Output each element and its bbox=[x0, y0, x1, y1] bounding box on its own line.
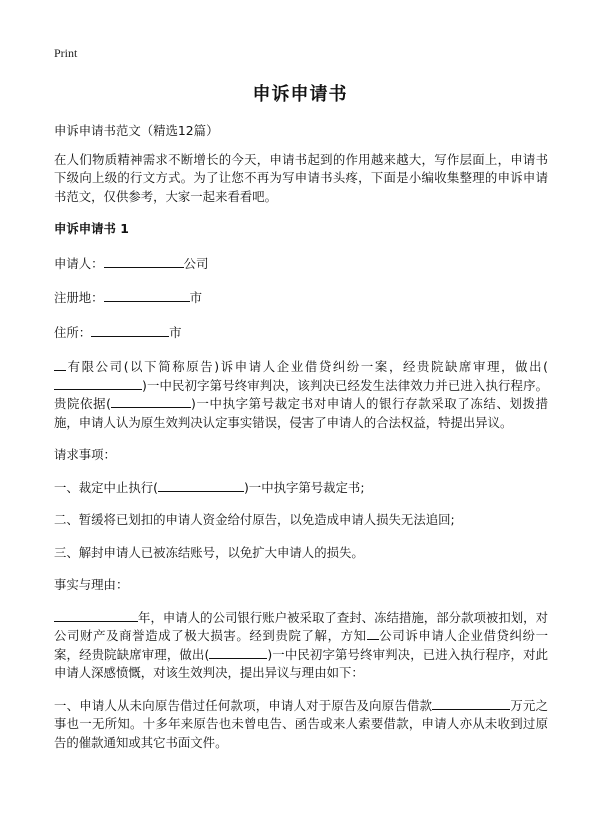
request-item-2: 二、暂缓将已划扣的申请人资金给付原告，以免造成申请人损失无法追回; bbox=[54, 512, 455, 527]
company-blank bbox=[54, 358, 66, 371]
case-paragraph bbox=[54, 358, 548, 432]
applicant-label: 申请人： bbox=[54, 255, 104, 271]
print-label: Print bbox=[54, 46, 78, 60]
residence-field bbox=[54, 324, 548, 343]
residence-blank bbox=[91, 324, 169, 337]
document-body bbox=[54, 122, 548, 766]
registered-blank bbox=[104, 289, 190, 302]
facts-paragraph-1 bbox=[54, 609, 548, 683]
request-1-suffix: )一中执字第号裁定书; bbox=[243, 479, 365, 495]
applicant-field bbox=[54, 255, 548, 274]
registered-label: 注册地： bbox=[54, 290, 104, 305]
intro-paragraph: 在人们物质精神需求不断增长的今天，申请书起到的作用越来越大，写作层面上，申请书下级向上级的行文方式。为了让您不再为写申请书头疼，下面是小编收集整理的申诉申请书范文，仅供参考，大家一起来看看吧。 bbox=[54, 151, 548, 204]
facts-2-text-1: 一、申请人从未向原告借过任何款项，申请人对于原告及向原告借款 bbox=[54, 697, 433, 713]
facts-year-blank-2 bbox=[209, 646, 267, 659]
registered-field bbox=[54, 289, 548, 308]
request-1-blank bbox=[158, 479, 244, 492]
case-text-3: )一中执字第号裁定书对申请人的银行存款采取了冻结、划拨措施，申请人认为原生效判决认定事实错误，侵害了申请人的合法权益，特提出异议。 bbox=[54, 396, 548, 430]
residence-suffix: 市 bbox=[169, 324, 182, 340]
amount-blank bbox=[432, 697, 510, 710]
applicant-blank bbox=[104, 255, 184, 268]
facts-text-1: 年，申请人的公司银行账户被采取了查封、冻结措施，部分款项被扣划，对公司财产及商誉造成了极大损害。经到贵院了解，方知 bbox=[54, 609, 548, 643]
requests-heading: 请求事项： bbox=[54, 447, 116, 462]
facts-heading: 事实与理由： bbox=[54, 577, 129, 592]
year-blank-1 bbox=[54, 377, 142, 390]
applicant-suffix: 公司 bbox=[183, 255, 209, 271]
residence-label: 住所： bbox=[54, 324, 92, 340]
request-1-prefix: 一、裁定中止执行( bbox=[54, 479, 158, 495]
facts-2-text-2: 万元之事也一无所知。十多年来原告也未曾电告、函告或来人索要借款，申请人亦从未收到过原告的催款通知或其它书面文件。 bbox=[54, 697, 549, 750]
facts-company-blank bbox=[367, 627, 379, 640]
registered-suffix: 市 bbox=[189, 290, 202, 305]
facts-text-3: )一中民初字第号终审判决，已进入执行程序，对此申请人深感愤慨，对该生效判决，提出异议与理由如下： bbox=[54, 646, 548, 680]
case-text-2: )一中民初字第号终审判决，该判决已经发生法律效力并已进入执行程序。贵院依据( bbox=[54, 377, 548, 411]
facts-year-blank bbox=[54, 609, 138, 622]
facts-paragraph-2 bbox=[54, 697, 548, 753]
request-item-3: 三、解封申请人已被冻结账号，以免扩大申请人的损失。 bbox=[54, 544, 364, 560]
year-blank-2 bbox=[111, 395, 191, 408]
case-text-1: 有限公司(以下简称原告)诉申请人企业借贷纠纷一案，经贵院缺席审理，做出( bbox=[66, 359, 548, 374]
request-item-1 bbox=[54, 479, 548, 498]
document-subtitle: 申诉申请书范文（精选12篇） bbox=[54, 123, 219, 138]
facts-text-2: 公司诉申请人企业借贷纠纷一案，经贵院缺席审理，做出( bbox=[54, 628, 549, 662]
section-heading: 申诉申请书 1 bbox=[54, 221, 129, 236]
document-title: 申诉申请书 bbox=[252, 84, 348, 105]
